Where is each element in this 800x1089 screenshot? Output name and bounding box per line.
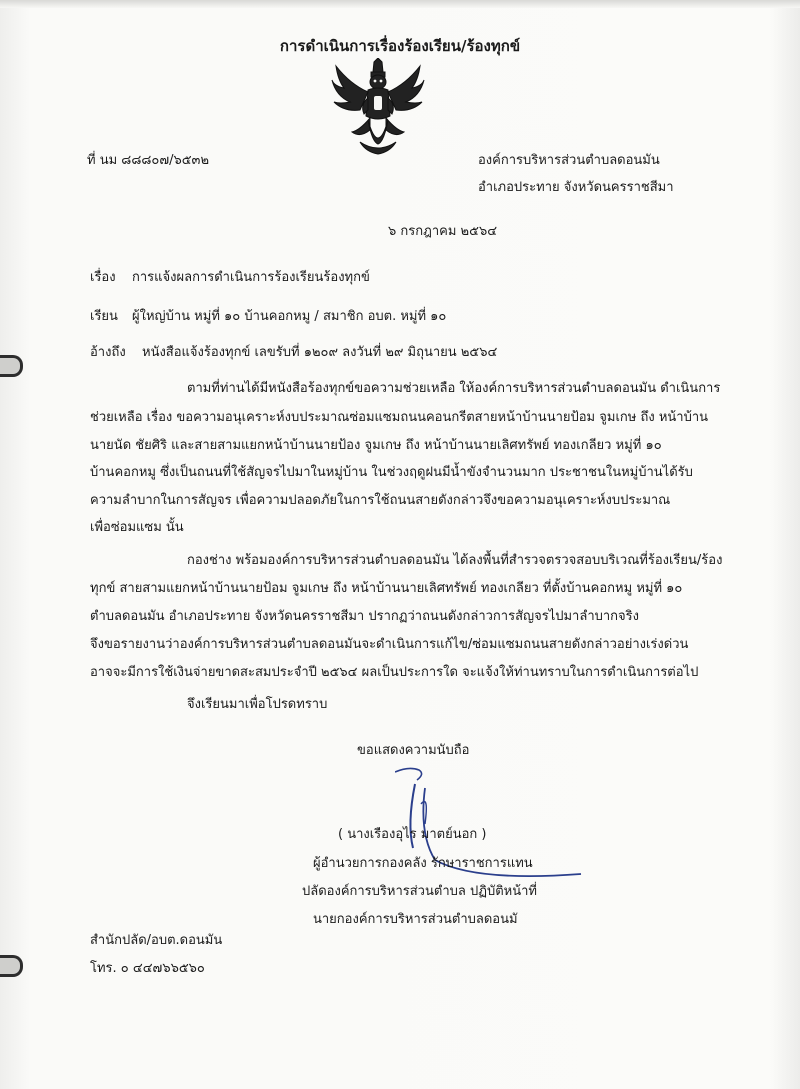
- paragraph-2-line: จึงขอรายงานว่าองค์การบริหารส่วนตำบลดอนมันจะดำเนินการแก้ไข/ซ่อมแซมถนนสายดังกล่าวอย่างเร่งด่วน: [90, 637, 689, 652]
- subject-line: [90, 270, 370, 286]
- recipient-label: เรียน: [90, 309, 118, 324]
- signer-title-3: นายกองค์การบริหารส่วนตำบลดอนมั: [313, 912, 518, 927]
- paragraph-1-line: นายนัด ชัยศิริ และสายสามแยกหน้าบ้านนายป้อง จูมเกษ ถึง หน้าบ้านนายเลิศทรัพย์ ทองเกลียว หมู่ที่ ๑๐: [90, 438, 662, 453]
- regards-line: ขอแสดงความนับถือ: [357, 743, 470, 758]
- organization-address: อำเภอประทาย จังหวัดนครราชสีมา: [478, 180, 674, 195]
- paragraph-2-line: ตำบลดอนมัน อำเภอประทาย จังหวัดนครราชสีมา ปรากฏว่าถนนดังกล่าวการสัญจรไปมาลำบากจริง: [90, 609, 639, 624]
- paragraph-1-line: บ้านคอกหมู ซึ่งเป็นถนนที่ใช้สัญจรไปมาในหมู่บ้าน ในช่วงฤดูฝนมีน้ำขังจำนวนมาก ประชาชนในหมู่บ้านได้รับ: [90, 465, 693, 480]
- reference-text: หนังสือแจ้งร้องทุกข์ เลขรับที่ ๑๒๐๙ ลงวันที่ ๒๙ มิถุนายน ๒๕๖๔: [142, 345, 498, 360]
- closing-line: จึงเรียนมาเพื่อโปรดทราบ: [187, 697, 328, 712]
- office-name: สำนักปลัด/อบต.ดอนมัน: [90, 933, 223, 948]
- signer-name: ( นางเรืองอุไร มาตย์นอก ): [338, 827, 487, 842]
- letter-date: ๖ กรกฎาคม ๒๕๖๔: [388, 224, 498, 239]
- organization-name: องค์การบริหารส่วนตำบลดอนมัน: [478, 153, 660, 168]
- paragraph-1-line: ความลำบากในการสัญจร เพื่อความปลอดภัยในการใช้ถนนสายดังกล่าวจึงขอความอนุเคราะห์งบประมาณ: [90, 493, 671, 508]
- paragraph-2-line: กองช่าง พร้อมองค์การบริหารส่วนตำบลดอนมัน ได้ลงพื้นที่สำรวจตรวจสอบบริเวณที่ร้องเรียน/ร้อง: [187, 553, 723, 568]
- paragraph-1-line: เพื่อซ่อมแซม นั้น: [90, 520, 184, 535]
- scan-edge: [0, 0, 800, 8]
- signer-title-2: ปลัดองค์การบริหารส่วนตำบล ปฏิบัติหน้าที่: [302, 884, 537, 899]
- subject-text: การแจ้งผลการดำเนินการร้องเรียนร้องทุกข์: [132, 270, 370, 285]
- paragraph-2-line: อาจจะมีการใช้เงินจ่ายขาดสะสมประจำปี ๒๕๖๔ ผลเป็นประการใด จะแจ้งให้ท่านทราบในการดำเนินการต่อไป: [90, 665, 699, 680]
- reference-number: ที่ นม ๘๘๘๐๗/๖๕๓๒: [87, 153, 210, 168]
- paragraph-1-line: ช่วยเหลือ เรื่อง ขอความอนุเคราะห์งบประมาณซ่อมแซมถนนคอนกรีตสายหน้าบ้านนายป้อม จูมเกษ ถึง หน้าบ้าน: [90, 410, 709, 425]
- phone-number: โทร. ๐ ๔๔๗๖๖๕๖๐: [90, 961, 205, 976]
- paragraph-1-line: ตามที่ท่านได้มีหนังสือร้องทุกข์ขอความช่วยเหลือ ให้องค์การบริหารส่วนตำบลดอนมัน ดำเนินการ: [187, 381, 721, 396]
- binder-hole-top: [0, 355, 23, 377]
- binder-hole-bottom: [0, 955, 23, 977]
- recipient-line: [90, 309, 446, 325]
- subject-label: เรื่อง: [90, 270, 116, 285]
- paragraph-2-line: ทุกข์ สายสามแยกหน้าบ้านนายป้อม จูมเกษ ถึง หน้าบ้านนายเลิศทรัพย์ ทองเกลียว ที่ตั้งบ้านคอกหมู หมู่ที่ ๑๐: [90, 581, 683, 596]
- signer-title-1: ผู้อำนวยการกองคลัง รักษาราชการแทน: [313, 856, 533, 871]
- reference-label: อ้างถึง: [90, 345, 126, 360]
- page-title: การดำเนินการเรื่องร้องเรียน/ร้องทุกข์: [279, 37, 521, 55]
- recipient-text: ผู้ใหญ่บ้าน หมู่ที่ ๑๐ บ้านคอกหมู / สมาชิก อบต. หมู่ที่ ๑๐: [132, 309, 447, 324]
- reference-line: [90, 345, 497, 361]
- garuda-emblem-icon: [330, 58, 426, 156]
